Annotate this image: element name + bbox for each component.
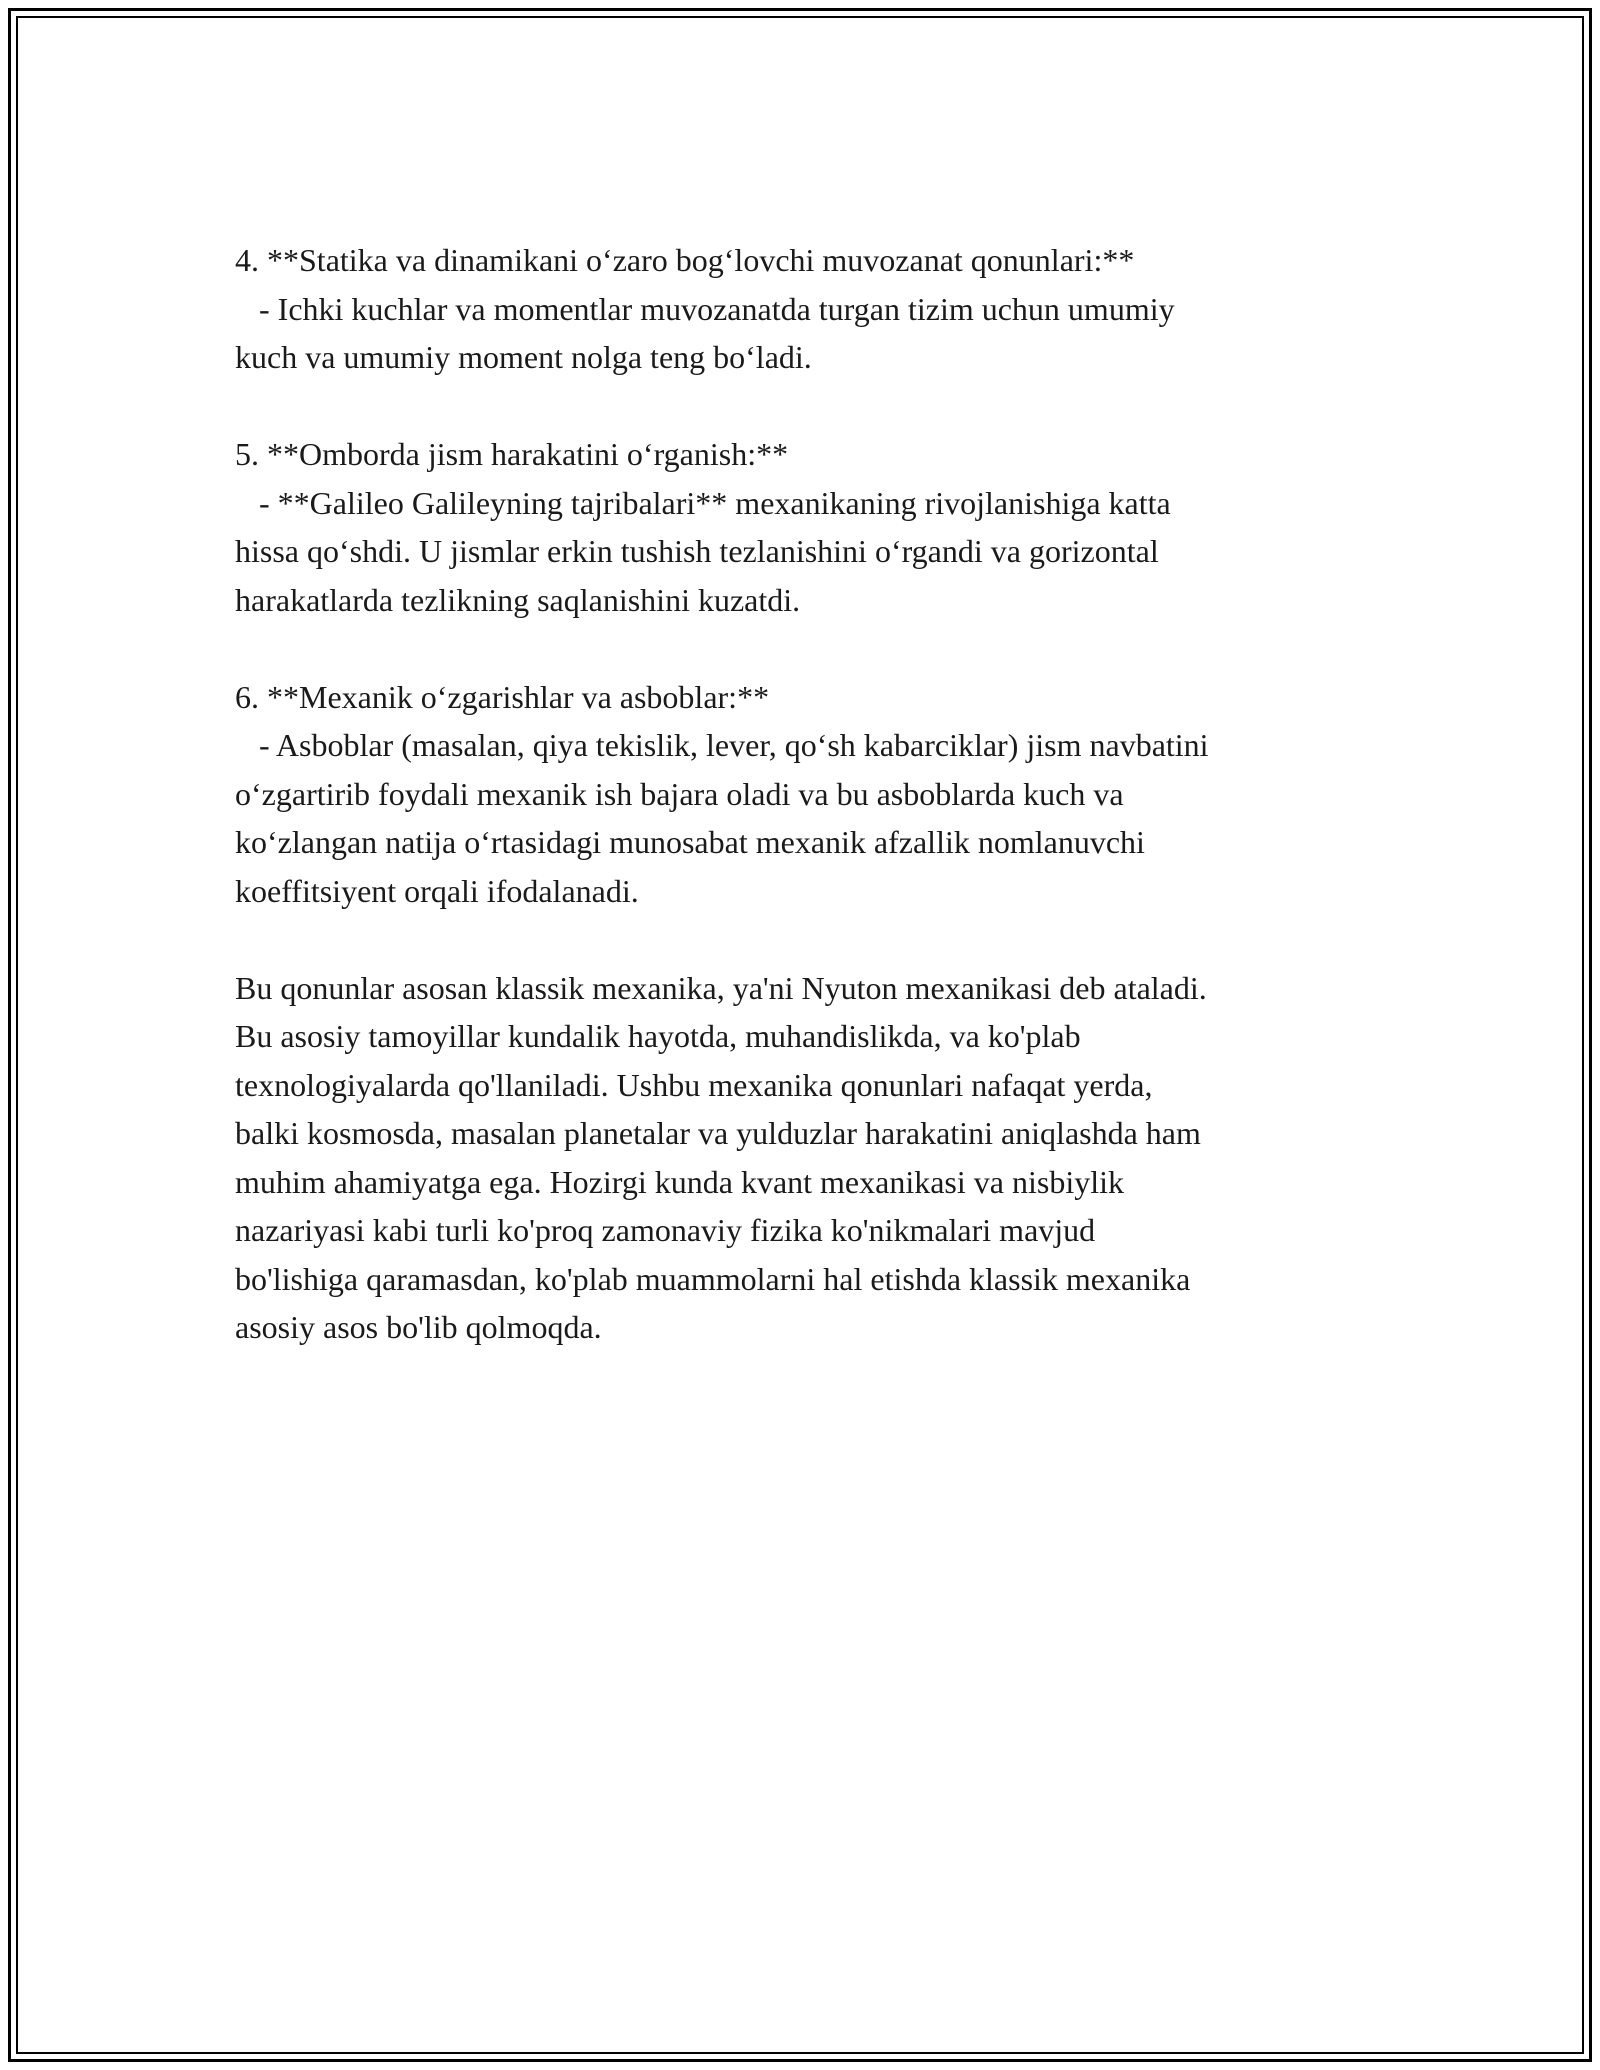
document-body — [235, 236, 1365, 1400]
section-6-line: koeffitsiyent orqali ifodalanadi. — [235, 872, 639, 909]
conclusion-line: muhim ahamiyatga ega. Hozirgi kunda kvant mexanikasi va nisbiylik — [235, 1163, 1124, 1200]
section-6-line: o‘zgartirib foydali mexanik ish bajara oladi va bu asboblarda kuch va — [235, 775, 1124, 812]
section-5-motion-study — [235, 430, 1365, 624]
section-4-statics-dynamics — [235, 236, 1365, 382]
section-5-heading: 5. **Omborda jism harakatini o‘rganish:** — [235, 436, 789, 472]
conclusion-line: balki kosmosda, masalan planetalar va yulduzlar harakatini aniqlashda ham — [235, 1115, 1201, 1151]
section-6-mechanical-tools — [235, 673, 1365, 916]
section-6-line: - Asboblar (masalan, qiya tekislik, lever, qo‘sh kabarciklar) jism navbatini — [235, 727, 1209, 763]
section-5-line: harakatlarda tezlikning saqlanishini kuzatdi. — [235, 581, 801, 618]
section-4-heading: 4. **Statika va dinamikani o‘zaro bog‘lovchi muvozanat qonunlari:** — [235, 242, 1135, 278]
section-4-line: kuch va umumiy moment nolga teng bo‘ladi. — [235, 339, 812, 375]
conclusion-paragraph — [235, 964, 1365, 1352]
section-5-line: - **Galileo Galileyning tajribalari** mexanikaning rivojlanishiga katta — [235, 484, 1171, 521]
conclusion-line: Bu asosiy tamoyillar kundalik hayotda, muhandislikda, va ko'plab — [235, 1018, 1081, 1054]
section-5-line: hissa qo‘shdi. U jismlar erkin tushish tezlanishini o‘rgandi va gorizontal — [235, 533, 1159, 569]
conclusion-line: nazariyasi kabi turli ko'proq zamonaviy fizika ko'nikmalari mavjud — [235, 1212, 1096, 1248]
conclusion-line: Bu qonunlar asosan klassik mexanika, ya'ni Nyuton mexanikasi deb ataladi. — [235, 969, 1207, 1006]
conclusion-line: bo'lishiga qaramasdan, ko'plab muammolarni hal etishda klassik mexanika — [235, 1260, 1191, 1297]
section-6-heading: 6. **Mexanik o‘zgarishlar va asboblar:** — [235, 678, 770, 715]
section-4-line: - Ichki kuchlar va momentlar muvozanatda turgan tizim uchun umumiy — [235, 290, 1175, 327]
section-6-line: ko‘zlangan natija o‘rtasidagi munosabat mexanik afzallik nomlanuvchi — [235, 824, 1145, 860]
conclusion-line: asosiy asos bo'lib qolmoqda. — [235, 1309, 602, 1345]
conclusion-line: texnologiyalarda qo'llaniladi. Ushbu mexanika qonunlari nafaqat yerda, — [235, 1066, 1153, 1103]
